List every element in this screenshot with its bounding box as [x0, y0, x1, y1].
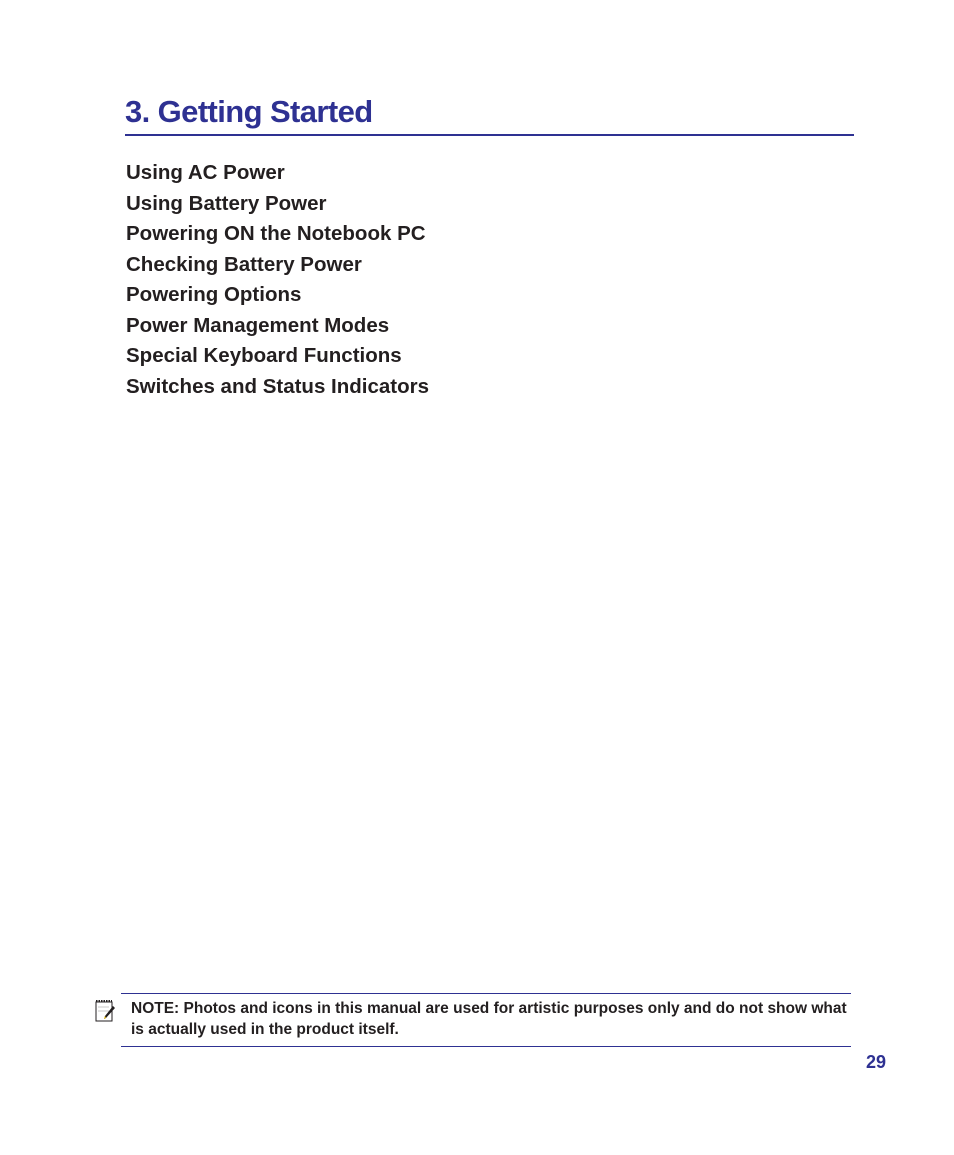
page-number: 29 — [866, 1052, 887, 1072]
topic-item: Special Keyboard Functions — [126, 344, 402, 367]
chapter-title: 3. Getting Started — [125, 94, 373, 129]
note-top-divider — [121, 993, 851, 994]
topic-item: Using AC Power — [126, 161, 285, 184]
topic-item: Using Battery Power — [126, 191, 327, 215]
note-text: NOTE: Photos and icons in this manual are used for artistic purposes only and do not show what is actually used in the product itself. — [131, 1000, 847, 1038]
title-divider — [125, 134, 854, 136]
topic-item: Powering ON the Notebook PC — [126, 222, 426, 245]
topic-list — [126, 158, 429, 402]
topic-item: Switches and Status Indicators — [126, 374, 430, 398]
note-pad-icon — [94, 997, 116, 1023]
topic-item: Power Management Modes — [126, 313, 390, 337]
note-bottom-divider — [121, 1046, 851, 1047]
topic-item: Powering Options — [126, 283, 302, 306]
topic-item: Checking Battery Power — [126, 252, 362, 276]
